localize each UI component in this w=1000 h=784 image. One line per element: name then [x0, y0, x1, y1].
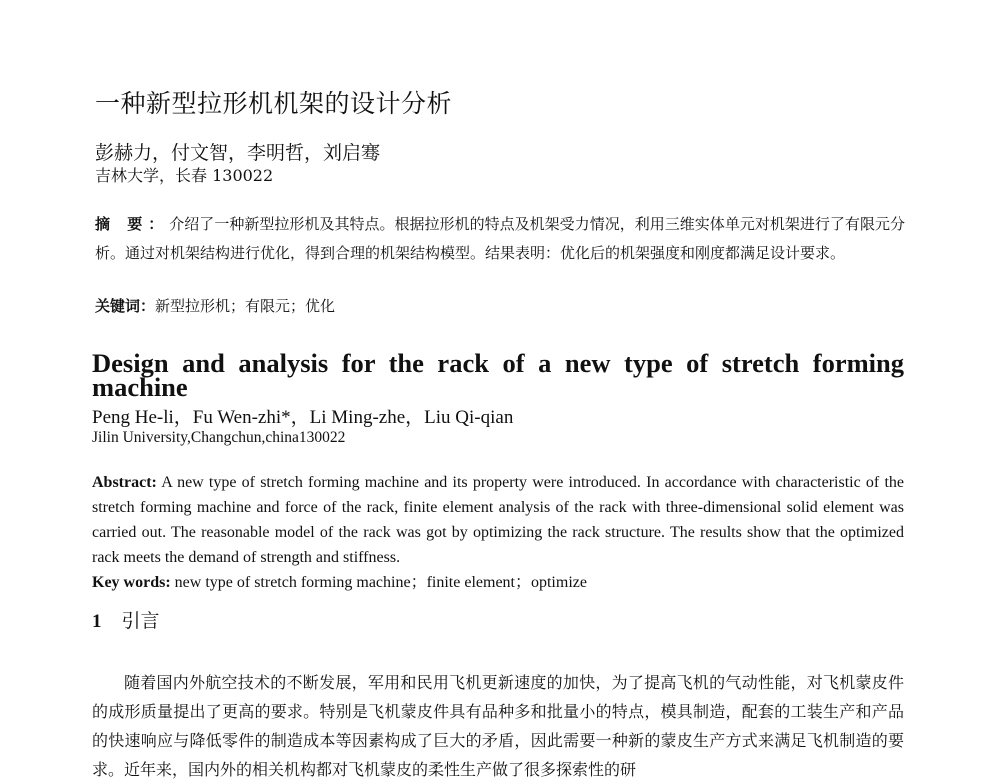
- english-title: Design and analysis for the rack of a new type of stretch forming machine: [92, 347, 904, 402]
- english-keywords-label: Key words:: [92, 574, 171, 591]
- chinese-keywords-text: 新型拉形机；有限元；优化: [155, 297, 336, 315]
- section-number: 1: [92, 611, 102, 632]
- section-heading: [92, 606, 160, 633]
- chinese-abstract-text: 介绍了一种新型拉形机及其特点。根据拉形机的特点及机架受力情况，利用三维实体单元对机架进行了有限元分析。通过对机架结构进行优化，得到合理的机架结构模型。结果表明：优化后的机架强度和刚度都满足设计要求。: [95, 215, 905, 262]
- chinese-abstract: [95, 210, 905, 268]
- chinese-affiliation: 吉林大学，长春 130022: [95, 166, 274, 185]
- english-authors: Peng He-li，Fu Wen-zhi*，Li Ming-zhe，Liu Qi-qian: [92, 407, 514, 428]
- chinese-title: 一种新型拉形机机架的设计分析: [95, 89, 453, 118]
- chinese-keywords-label: 关键词：: [95, 297, 156, 315]
- chinese-authors: 彭赫力，付文智，李明哲，刘启骞: [95, 142, 381, 164]
- english-keywords: [92, 569, 587, 592]
- introduction-paragraph: 随着国内外航空技术的不断发展，军用和民用飞机更新速度的加快，为了提高飞机的气动性能，对飞机蒙皮件的成形质量提出了更高的要求。特别是飞机蒙皮件具有品种多和批量小的特点，模具制造，配套的工装生产和产品的快速响应与降低零件的制造成本等因素构成了巨大的矛盾，因此需要一种新的蒙皮生产方式来满足飞机制造的要求。近年来，国内外的相关机构都对飞机蒙皮的柔性生产做了很多探索性的研: [92, 673, 904, 779]
- chinese-keywords: [95, 295, 335, 316]
- english-abstract: [92, 470, 904, 570]
- english-abstract-label: Abstract:: [92, 474, 157, 491]
- english-abstract-text: A new type of stretch forming machine and its property were introduced. In accordance with characteristic of the stretch forming machine and force of the rack, finite element analysis of the rack with three-dimensional solid element was carried out. The reasonable model of the rack was got by optimizing the rack structure. The results show that the optimized rack meets the demand of strength and stiffness.: [92, 474, 904, 566]
- english-keywords-text: new type of stretch forming machine；finite element；optimize: [170, 574, 587, 591]
- english-affiliation: Jilin University,Changchun,china130022: [92, 429, 346, 446]
- section-title: 引言: [121, 610, 160, 632]
- chinese-abstract-label: 摘 要：: [95, 215, 170, 233]
